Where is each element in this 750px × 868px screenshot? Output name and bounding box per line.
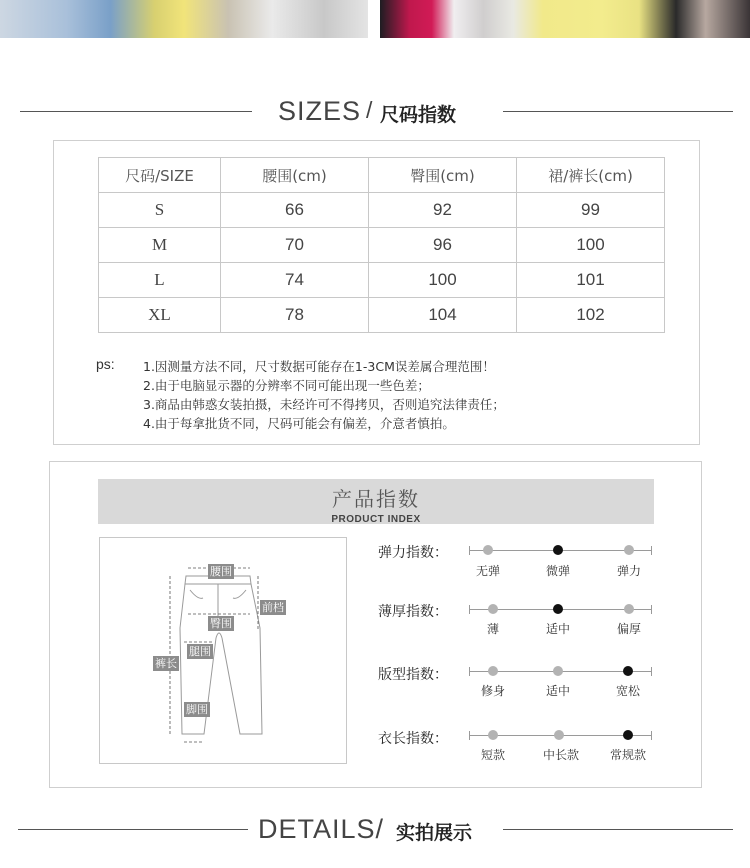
product-photo-right	[380, 0, 750, 38]
divider-line	[20, 111, 252, 112]
index-option: 适中	[545, 684, 570, 698]
note-line: 2.由于电脑显示器的分辨率不同可能出现一些色差；	[143, 378, 430, 393]
index-option: 弹力	[616, 564, 641, 578]
table-cell: 102	[517, 298, 665, 333]
table-cell: 100	[369, 263, 517, 298]
index-scale-cap	[469, 731, 484, 740]
table-cell: S	[99, 193, 221, 228]
table-cell: 96	[369, 228, 517, 263]
index-dot	[553, 666, 563, 676]
hem-tag: 脚围	[186, 703, 208, 716]
index-option: 常规款	[609, 748, 646, 762]
index-label-elasticity: 弹力指数：	[378, 545, 448, 561]
table-cell: L	[99, 263, 221, 298]
index-scale-cap	[651, 605, 666, 614]
table-row	[99, 263, 665, 298]
table-header-cell: 腰围(cm)	[221, 158, 369, 193]
index-option: 短款	[480, 748, 505, 762]
table-cell: XL	[99, 298, 221, 333]
index-dot	[554, 730, 564, 740]
details-title-cn: 实拍展示	[396, 822, 473, 844]
table-row	[99, 228, 665, 263]
thigh-tag: 腿围	[189, 645, 211, 658]
index-option: 薄	[486, 622, 499, 636]
table-cell: 100	[517, 228, 665, 263]
index-option: 微弹	[545, 564, 570, 578]
index-label-fit: 版型指数：	[378, 667, 448, 683]
table-cell: 99	[517, 193, 665, 228]
product-index-title-cn: 产品指数	[332, 487, 420, 511]
index-scale-cap	[651, 546, 666, 555]
index-dot-selected	[623, 666, 633, 676]
table-header-row	[99, 158, 665, 193]
index-dot	[488, 730, 498, 740]
table-cell: 74	[221, 263, 369, 298]
index-dot-selected	[553, 604, 563, 614]
index-option: 中长款	[542, 748, 579, 762]
index-option: 无弹	[475, 564, 500, 578]
note-line: 1.因测量方法不同，尺寸数据可能存在1-3CM误差属合理范围！	[143, 359, 495, 374]
index-dot	[488, 604, 498, 614]
table-cell: 104	[369, 298, 517, 333]
sizes-title-slash: /	[366, 97, 374, 123]
table-header-cell: 裙/裤长(cm)	[517, 158, 665, 193]
notes-label: ps:	[96, 356, 115, 372]
index-dot	[488, 666, 498, 676]
index-label-length: 衣长指数：	[378, 731, 448, 747]
table-row	[99, 298, 665, 333]
index-dot	[483, 545, 493, 555]
length-tag: 裤长	[155, 657, 177, 670]
sizes-title-cn: 尺码指数	[380, 104, 457, 126]
table-row	[99, 193, 665, 228]
hip-tag: 臀围	[210, 617, 232, 630]
product-index-title-en: PRODUCT INDEX	[331, 514, 421, 525]
divider-line	[503, 111, 733, 112]
table-cell: 78	[221, 298, 369, 333]
table-cell: 92	[369, 193, 517, 228]
table-cell: 66	[221, 193, 369, 228]
waist-tag: 腰围	[210, 565, 232, 578]
sizes-title-en: SIZES	[278, 96, 362, 126]
note-line: 4.由于每拿批货不同，尺码可能会有偏差，介意者慎拍。	[143, 416, 455, 431]
details-title-en: DETAILS/	[258, 814, 385, 844]
table-cell: 70	[221, 228, 369, 263]
table-cell: M	[99, 228, 221, 263]
index-label-thickness: 薄厚指数：	[378, 604, 448, 620]
index-dot-selected	[623, 730, 633, 740]
index-dot	[624, 545, 634, 555]
index-option: 适中	[545, 622, 570, 636]
pants-measurement-diagram	[99, 537, 347, 764]
divider-line	[18, 829, 248, 830]
index-option: 偏厚	[616, 622, 641, 636]
index-option: 宽松	[615, 684, 640, 698]
product-photo-left	[0, 0, 368, 38]
index-scale-cap	[651, 667, 666, 676]
divider-line	[503, 829, 733, 830]
note-line: 3.商品由韩惑女装拍摄，未经许可不得拷贝，否则追究法律责任；	[143, 397, 505, 412]
index-dot	[624, 604, 634, 614]
index-scale-cap	[469, 605, 484, 614]
index-option: 修身	[480, 684, 505, 698]
table-header-cell: 臀围(cm)	[369, 158, 517, 193]
product-index-banner	[98, 479, 654, 524]
rise-tag: 前档	[262, 601, 284, 614]
index-scale-cap	[469, 667, 484, 676]
table-header-cell: 尺码/SIZE	[99, 158, 221, 193]
size-table	[98, 157, 665, 333]
table-cell: 101	[517, 263, 665, 298]
index-scale-cap	[469, 546, 484, 555]
index-dot-selected	[553, 545, 563, 555]
index-scale-cap	[651, 731, 666, 740]
